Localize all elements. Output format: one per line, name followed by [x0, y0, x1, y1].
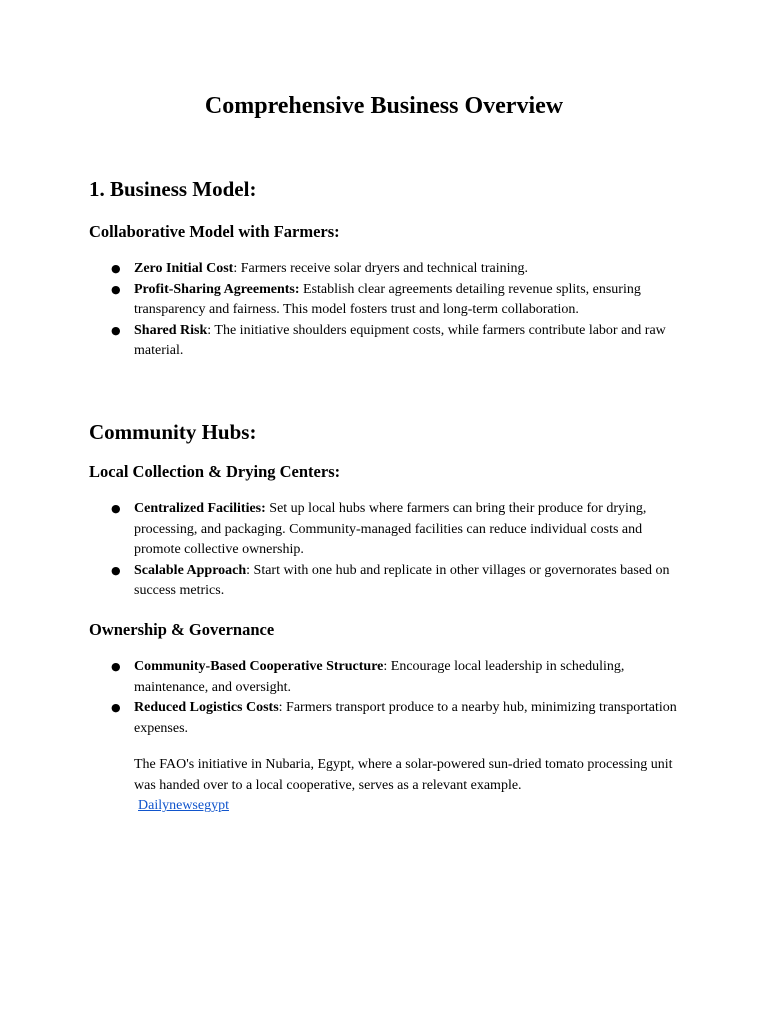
- list-item-text: Establish clear agreements detailing revenue splits, ensuring transparency and fairness. This model fosters trust and long-term collaboration.: [134, 281, 641, 318]
- list-item: [89, 321, 689, 362]
- list-item-term: Shared Risk: [134, 322, 208, 338]
- list-item-term: Centralized Facilities:: [134, 501, 266, 516]
- example-paragraph-text: The FAO's initiative in Nubaria, Egypt, where a solar-powered sun-dried tomato processing unit was handed over to a local cooperative, serves as a relevant example.: [134, 757, 673, 793]
- list-item-term: Zero Initial Cost: [134, 261, 234, 276]
- subheading-ownership-governance: Ownership & Governance: [89, 620, 275, 639]
- section-heading-community-hubs: Community Hubs:: [89, 420, 257, 444]
- list-item-text: : The initiative shoulders equipment costs, while farmers contribute labor and raw material.: [134, 322, 666, 359]
- subheading-collaborative-model: Collaborative Model with Farmers:: [89, 222, 340, 241]
- list-item: [89, 499, 689, 561]
- list-item: [89, 657, 689, 698]
- bullet-list-local-collection: [89, 499, 689, 602]
- list-item: [89, 698, 689, 739]
- list-item-term: Reduced Logistics Costs: [134, 700, 279, 716]
- list-item: [89, 259, 689, 280]
- bullet-list-collaborative-model: [89, 259, 689, 362]
- section-heading-business-model: 1. Business Model:: [89, 177, 257, 201]
- list-item-text: : Encourage local leadership in scheduling, maintenance, and oversight.: [134, 659, 625, 695]
- dailynewsegypt-link[interactable]: Dailynewsegypt: [138, 798, 229, 814]
- list-item-term: Scalable Approach: [134, 562, 247, 578]
- list-item-text: : Farmers transport produce to a nearby hub, minimizing transportation expenses.: [134, 700, 677, 736]
- list-item-text: : Farmers receive solar dryers and technical training.: [233, 261, 528, 276]
- bullet-list-ownership-governance: [89, 657, 689, 739]
- example-paragraph: [134, 755, 674, 817]
- list-item-text: : Start with one hub and replicate in other villages or governorates based on success metrics.: [134, 562, 670, 599]
- subheading-local-collection: Local Collection & Drying Centers:: [89, 462, 341, 481]
- list-item: [89, 561, 689, 602]
- document-title: Comprehensive Business Overview: [204, 93, 564, 119]
- list-item: [89, 280, 689, 321]
- list-item-term: Community-Based Cooperative Structure: [134, 659, 384, 674]
- list-item-term: Profit-Sharing Agreements:: [134, 281, 300, 297]
- list-item-text: Set up local hubs where farmers can bring their produce for drying, processing, and packaging. Community-managed facilities can reduce individual costs and promote collective ownership.: [134, 501, 647, 558]
